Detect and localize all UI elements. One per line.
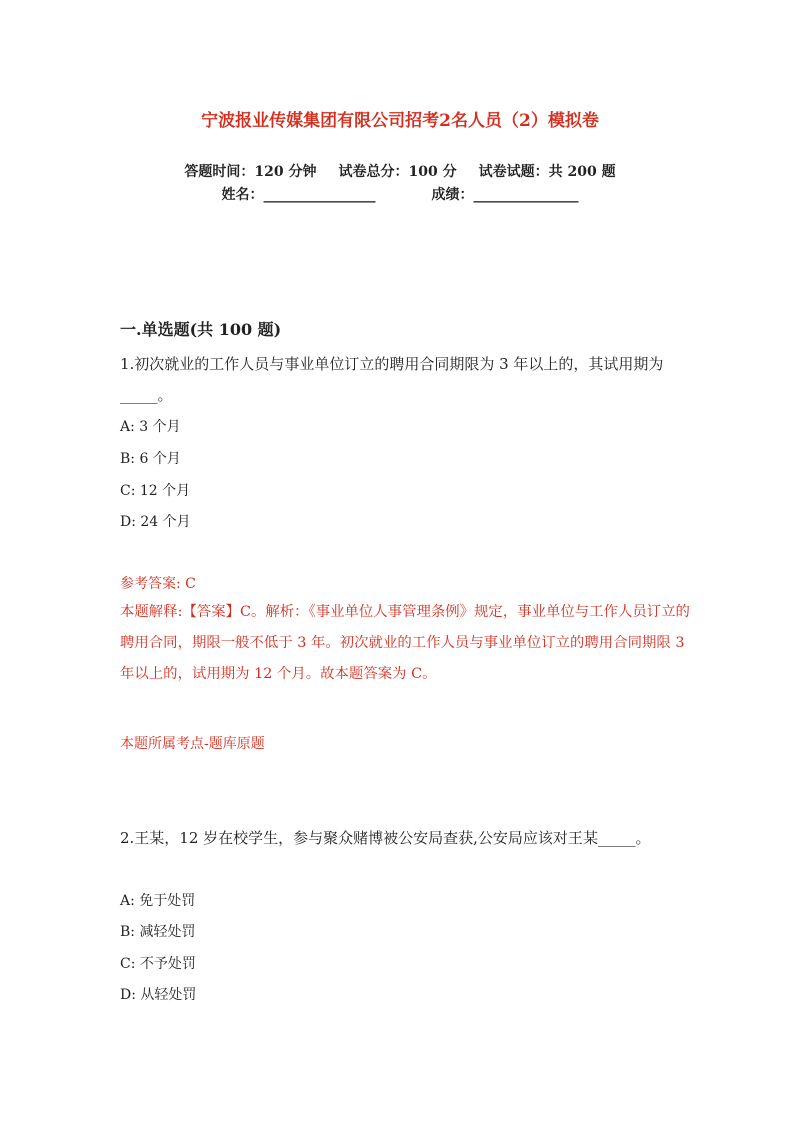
question-2-stem: 2.王某，12 岁在校学生，参与聚众赌博被公安局查获,公安局应该对王某_____。 [120, 829, 651, 847]
question-1-explanation: 本题解释:【答案】C。解析：《事业单位人事管理条例》规定，事业单位与工作人员订立的聘用合同，期限一般不低于 3 年。初次就业的工作人员与事业单位订立的聘用合同期限 3 年以上的，试用期为 12 个月。故本题答案为 C。 [120, 604, 690, 682]
question-2-option-d: D: 从轻处罚 [120, 987, 197, 1003]
score-label: 试卷总分：100 分 [338, 164, 457, 180]
question-1-answer: 参考答案: C [120, 576, 196, 592]
question-1-source: 本题所属考点-题库原题 [120, 736, 265, 752]
question-2-option-a: A: 免于处罚 [120, 893, 196, 909]
exam-fill-in [0, 184, 800, 204]
name-label: 姓名：________________ [221, 187, 376, 203]
question-2-option-b: B: 减轻处罚 [120, 924, 196, 940]
exam-meta [0, 161, 800, 181]
question-1-option-c: C: 12 个月 [120, 483, 191, 499]
count-label: 试卷试题：共 200 题 [478, 164, 616, 180]
question-1-option-d: D: 24 个月 [120, 514, 191, 530]
question-1-option-b: B: 6 个月 [120, 451, 181, 467]
question-1-stem: 1.初次就业的工作人员与事业单位订立的聘用合同期限为 3 年以上的，其试用期为_____。 [120, 355, 664, 404]
grade-label: 成绩：_______________ [431, 187, 579, 203]
question-1-option-a: A: 3 个月 [120, 419, 181, 435]
time-label: 答题时间：120 分钟 [184, 164, 317, 180]
exam-title: 宁波报业传媒集团有限公司招考2名人员（2）模拟卷 [201, 111, 599, 131]
question-2-option-c: C: 不予处罚 [120, 956, 196, 972]
section-title: 一.单选题(共 100 题) [120, 320, 282, 339]
